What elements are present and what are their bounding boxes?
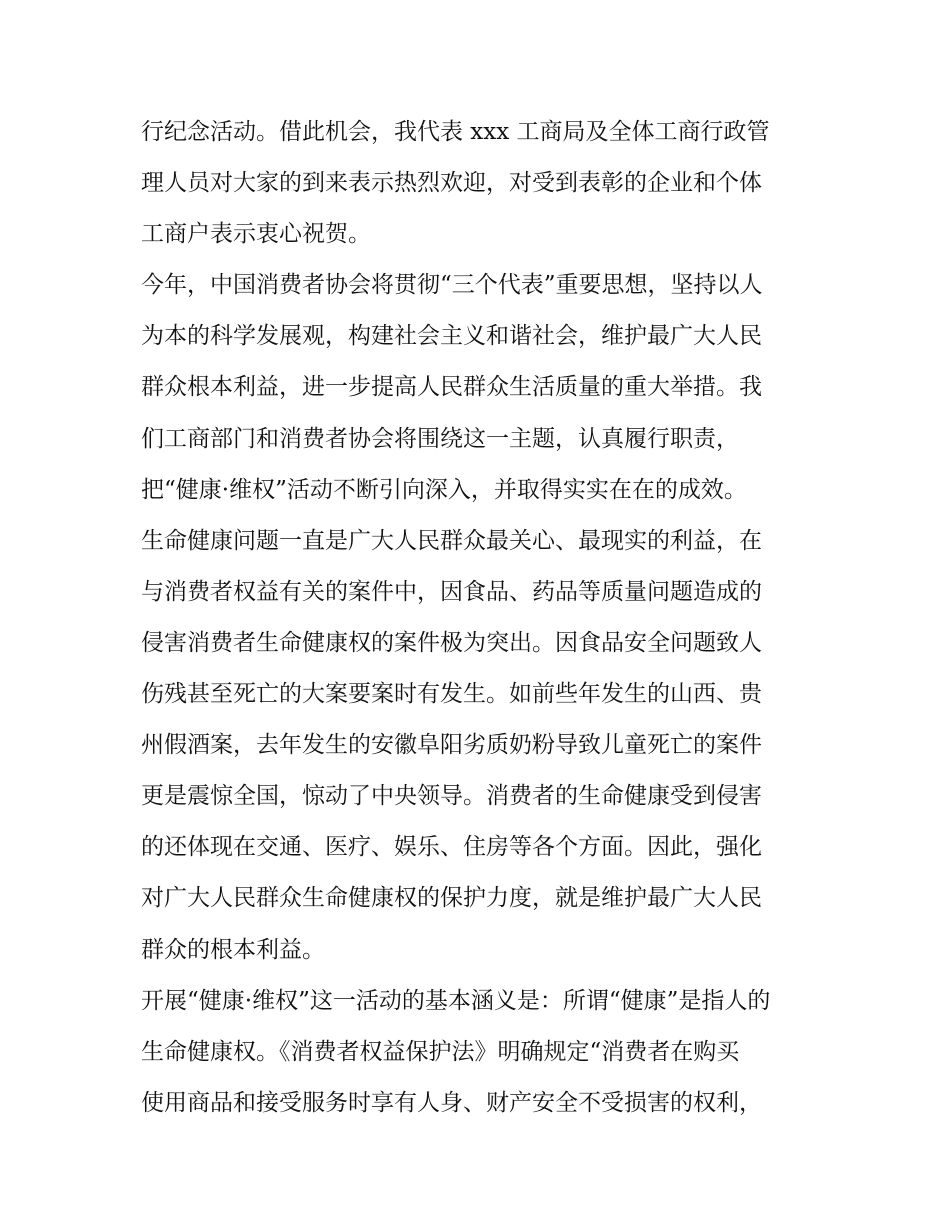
text-line: 们工商部门和消费者协会将围绕这一主题，认真履行职责，: [141, 425, 739, 452]
text-line: 使用商品和接受服务时享有人身、财产安全不受损害的权利，: [141, 1089, 762, 1116]
text-line: 群众的根本利益。: [141, 936, 325, 963]
text-line: 伤残甚至死亡的大案要案时有发生。如前些年发生的山西、贵: [141, 681, 762, 708]
document-body: [141, 107, 821, 1129]
text-line: 与消费者权益有关的案件中，因食品、药品等质量问题造成的: [141, 578, 762, 605]
text-line: 的还体现在交通、医疗、娱乐、住房等各个方面。因此，强化: [141, 834, 762, 861]
text-line: 行纪念活动。借此机会，我代表 xxx 工商局及全体工商行政管: [141, 119, 770, 145]
text-line: 为本的科学发展观，构建社会主义和谐社会，维护最广大人民: [141, 323, 762, 350]
text-line: 开展“健康·维权”这一活动的基本涵义是：所谓“健康”是指人的: [141, 987, 771, 1014]
text-line: 更是震惊全国，惊动了中央领导。消费者的生命健康受到侵害: [141, 783, 762, 810]
text-line: 把“健康·维权”活动不断引向深入，并取得实实在在的成效。: [141, 476, 747, 503]
text-line: 生命健康权。《消费者权益保护法》明确规定“消费者在购买: [141, 1038, 740, 1065]
text-line: 群众根本利益，进一步提高人民群众生活质量的重大举措。我: [141, 374, 762, 401]
text-line: 侵害消费者生命健康权的案件极为突出。因食品安全问题致人: [141, 629, 762, 656]
text-line: 理人员对大家的到来表示热烈欢迎，对受到表彰的企业和个体: [141, 170, 762, 197]
text-line: 今年，中国消费者协会将贯彻“三个代表”重要思想，坚持以人: [141, 272, 763, 299]
text-line: 对广大人民群众生命健康权的保护力度，就是维护最广大人民: [141, 885, 762, 912]
text-line: 工商户表示衷心祝贺。: [141, 221, 371, 248]
text-line: 州假酒案，去年发生的安徽阜阳劣质奶粉导致儿童死亡的案件: [141, 732, 762, 759]
text-line: 生命健康问题一直是广大人民群众最关心、最现实的利益，在: [141, 527, 762, 554]
